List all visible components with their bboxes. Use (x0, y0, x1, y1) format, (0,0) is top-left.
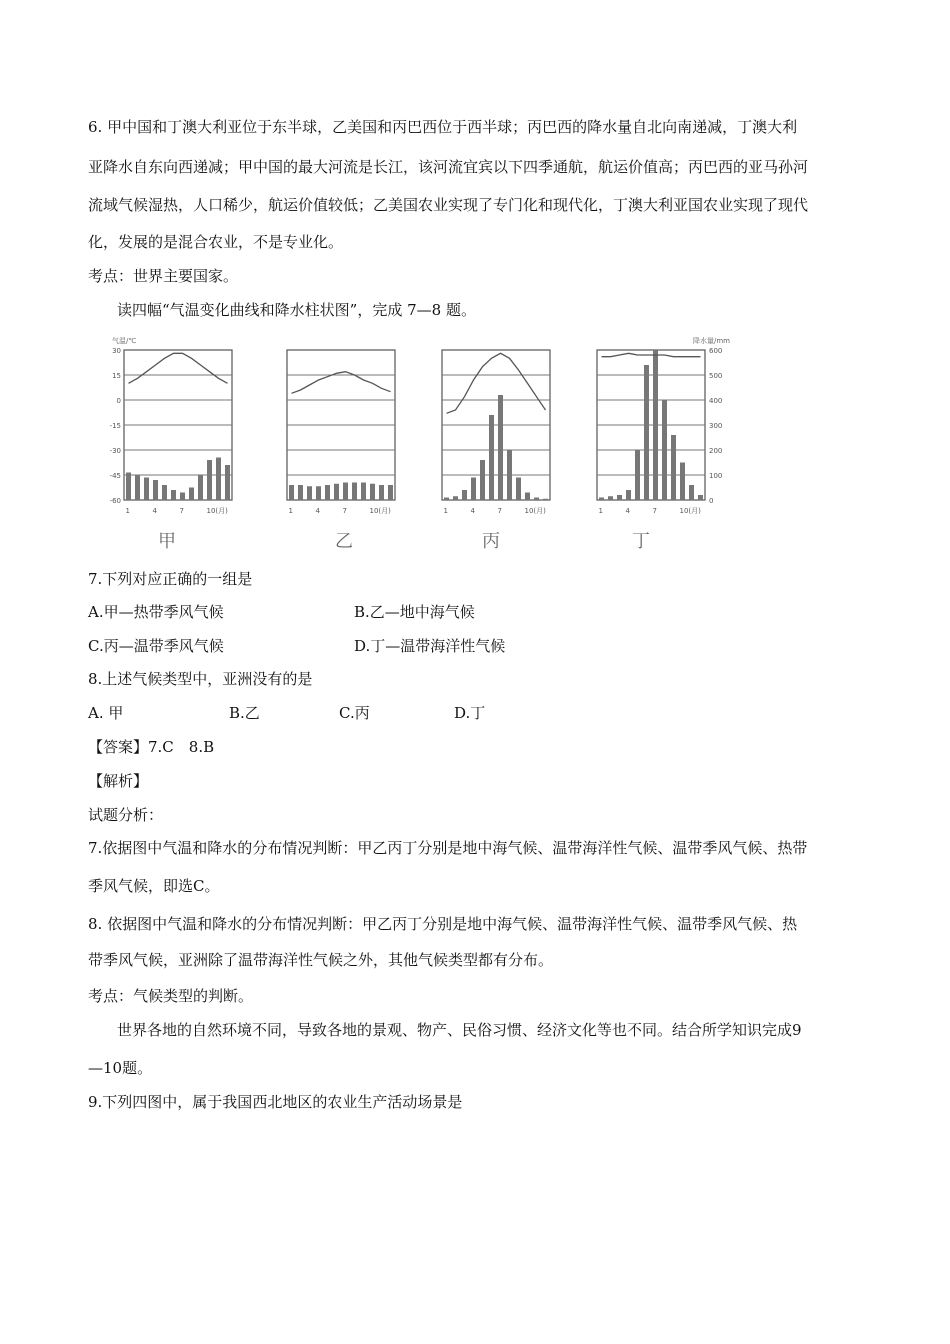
chart-4-precip-tick: 500 (709, 372, 723, 380)
chart-1-precip-bar (171, 490, 176, 500)
chart-2-precip-bar (379, 485, 384, 500)
q6-line-3: 流域气候湿热，人口稀少，航运价值较低；乙美国农业实现了专门化和现代化，丁澳大利亚国农业实现了现代 (88, 196, 809, 214)
chart-4-temp-line (602, 353, 701, 356)
chart-2-precip-bar (316, 486, 321, 500)
analysis-title: 【解析】 (88, 772, 149, 790)
chart-label-jia: 甲 (158, 531, 176, 552)
chart-3-x-tick: 10(月) (524, 507, 546, 515)
exp8-line-1: 8. 依据图中气温和降水的分布情况判断：甲乙丙丁分别是地中海气候、温带海洋性气候、温带季风气候、热 (88, 915, 798, 933)
chart-4-precip-tick: 600 (709, 347, 723, 355)
chart-3-precip-bar (480, 460, 485, 500)
climate-charts (109, 330, 730, 555)
chart-1-temp-axis-label: 气温/℃ (112, 337, 137, 345)
chart-3-x-tick: 4 (470, 507, 475, 515)
chart-4-precip-bar (680, 463, 685, 501)
q9-stem: 9.下列四图中，属于我国西北地区的农业生产活动场景是 (88, 1093, 463, 1111)
analysis-sub: 试题分析： (88, 806, 164, 824)
chart-3-precip-bar (462, 490, 467, 500)
chart-1-precip-bar (135, 475, 140, 500)
chart-1-temp-tick: 15 (112, 372, 121, 380)
q8-option-b: B.乙 (229, 704, 260, 722)
chart-1-temp-line (129, 353, 228, 383)
chart-1-precip-bar (198, 475, 203, 500)
chart-1-temp-tick: 30 (112, 347, 121, 355)
exp7-line-1: 7.依据图中气温和降水的分布情况判断：甲乙丙丁分别是地中海气候、温带海洋性气候、温带季风气候、热带 (88, 839, 808, 857)
q7-option-a: A.甲—热带季风气候 (88, 603, 224, 621)
chart-3-precip-bar (507, 450, 512, 500)
chart-4-precip-tick: 100 (709, 472, 723, 480)
chart-4-x-tick: 4 (625, 507, 630, 515)
q8-option-a: A. 甲 (88, 704, 124, 722)
chart-3-precip-bar (471, 478, 476, 501)
chart-3-precip-bar (498, 395, 503, 500)
chart-1-precip-bar (180, 493, 185, 501)
q7-stem: 7.下列对应正确的一组是 (88, 570, 253, 588)
q6-line-1: 6. 甲中国和丁澳大利亚位于东半球，乙美国和丙巴西位于西半球；丙巴西的降水量自北向南递减，丁澳大利 (88, 118, 798, 136)
chart-4-precip-bar (599, 498, 604, 501)
chart-1-precip-bar (126, 473, 131, 501)
chart-2-x-tick: 7 (342, 507, 347, 515)
chart-1-precip-bar (189, 488, 194, 501)
q7-option-c: C.丙—温带季风气候 (88, 637, 224, 655)
chart-1-x-tick: 4 (152, 507, 157, 515)
chart-label-bing: 丙 (482, 531, 500, 552)
chart-1-x-tick: 1 (125, 507, 130, 515)
chart-3-x-tick: 7 (497, 507, 502, 515)
chart-4-x-tick: 7 (652, 507, 657, 515)
chart-4-precip-bar (617, 495, 622, 500)
chart-1-temp-tick: -60 (109, 497, 121, 505)
chart-1-temp-tick: 0 (116, 397, 121, 405)
chart-2-precip-bar (298, 485, 303, 500)
q8-stem: 8.上述气候类型中，亚洲没有的是 (88, 670, 313, 688)
chart-label-yi: 乙 (335, 531, 353, 552)
chart-3-precip-bar (453, 496, 458, 500)
q6-line-4: 化，发展的是混合农业，不是专业化。 (88, 233, 344, 251)
chart-1-precip-bar (216, 458, 221, 501)
chart-1-x-tick: 7 (179, 507, 184, 515)
chart-2-precip-bar (343, 483, 348, 501)
chart-1-temp-tick: -30 (109, 447, 121, 455)
chart-4-x-tick: 1 (598, 507, 603, 515)
chart-1-precip-bar (225, 465, 230, 500)
chart-2-precip-bar (334, 484, 339, 500)
chart-4-precip-tick: 300 (709, 422, 723, 430)
chart-1-precip-bar (207, 460, 212, 500)
intro-7-8: 读四幅“气温变化曲线和降水柱状图”，完成 7—8 题。 (117, 301, 476, 319)
chart-2-precip-bar (370, 484, 375, 500)
chart-4-precip-bar (653, 350, 658, 500)
chart-4-precip-bar (689, 485, 694, 500)
q8-option-c: C.丙 (339, 704, 370, 722)
chart-3-precip-bar (489, 415, 494, 500)
chart-3-precip-bar (444, 498, 449, 501)
chart-2-x-tick: 1 (288, 507, 293, 515)
chart-4-precip-bar (608, 496, 613, 500)
chart-4-x-tick: 10(月) (679, 507, 701, 515)
climate-charts-svg (109, 330, 730, 555)
chart-2-x-tick: 4 (315, 507, 320, 515)
chart-4-precip-bar (626, 490, 631, 500)
chart-1-temp-tick: -15 (109, 422, 121, 430)
chart-4-precip-bar (635, 450, 640, 500)
answer: 【答案】7.C 8.B (88, 738, 215, 756)
chart-4-precip-bar (698, 495, 703, 500)
chart-1-precip-bar (162, 485, 167, 500)
exp7-line-2: 季风气候，即选C。 (88, 877, 220, 895)
chart-2-precip-bar (361, 483, 366, 501)
intro-9-10-line-2: —10题。 (88, 1059, 153, 1077)
chart-3-precip-bar (534, 498, 539, 501)
chart-1-temp-tick: -45 (109, 472, 121, 480)
kaodian-2: 考点：气候类型的判断。 (88, 987, 254, 1005)
chart-4-precip-axis-label: 降水量/mm (693, 337, 730, 345)
q7-option-b: B.乙—地中海气候 (354, 603, 475, 621)
q7-option-d: D.丁—温带海洋性气候 (354, 637, 506, 655)
q8-option-d: D.丁 (454, 704, 486, 722)
chart-2-precip-bar (352, 483, 357, 501)
chart-4-precip-tick: 400 (709, 397, 723, 405)
chart-2-x-tick: 10(月) (369, 507, 391, 515)
chart-3-temp-line (447, 353, 546, 413)
chart-2-precip-bar (325, 485, 330, 500)
chart-label-ding: 丁 (632, 531, 650, 552)
chart-2-precip-bar (289, 485, 294, 500)
chart-3-precip-bar (543, 499, 548, 500)
q6-line-2: 亚降水自东向西递减；甲中国的最大河流是长江，该河流宜宾以下四季通航，航运价值高；丙巴西的亚马孙河 (88, 158, 809, 176)
chart-3-precip-bar (525, 493, 530, 501)
chart-4-precip-bar (662, 400, 667, 500)
chart-4-precip-bar (671, 435, 676, 500)
chart-3-x-tick: 1 (443, 507, 448, 515)
chart-2-precip-bar (307, 486, 312, 500)
intro-9-10-line-1: 世界各地的自然环境不同，导致各地的景观、物产、民俗习惯、经济文化等也不同。结合所学知识完成9 (117, 1021, 802, 1039)
exp8-line-2: 带季风气候，亚洲除了温带海洋性气候之外，其他气候类型都有分布。 (88, 951, 554, 969)
chart-4-precip-tick: 200 (709, 447, 723, 455)
chart-4-precip-bar (644, 365, 649, 500)
chart-2-precip-bar (388, 485, 393, 500)
chart-1-precip-bar (153, 480, 158, 500)
chart-1-x-tick: 10(月) (206, 507, 228, 515)
chart-3-precip-bar (516, 478, 521, 501)
q6-kaodian: 考点：世界主要国家。 (88, 267, 239, 285)
chart-4-precip-tick: 0 (709, 497, 714, 505)
chart-1-precip-bar (144, 478, 149, 501)
